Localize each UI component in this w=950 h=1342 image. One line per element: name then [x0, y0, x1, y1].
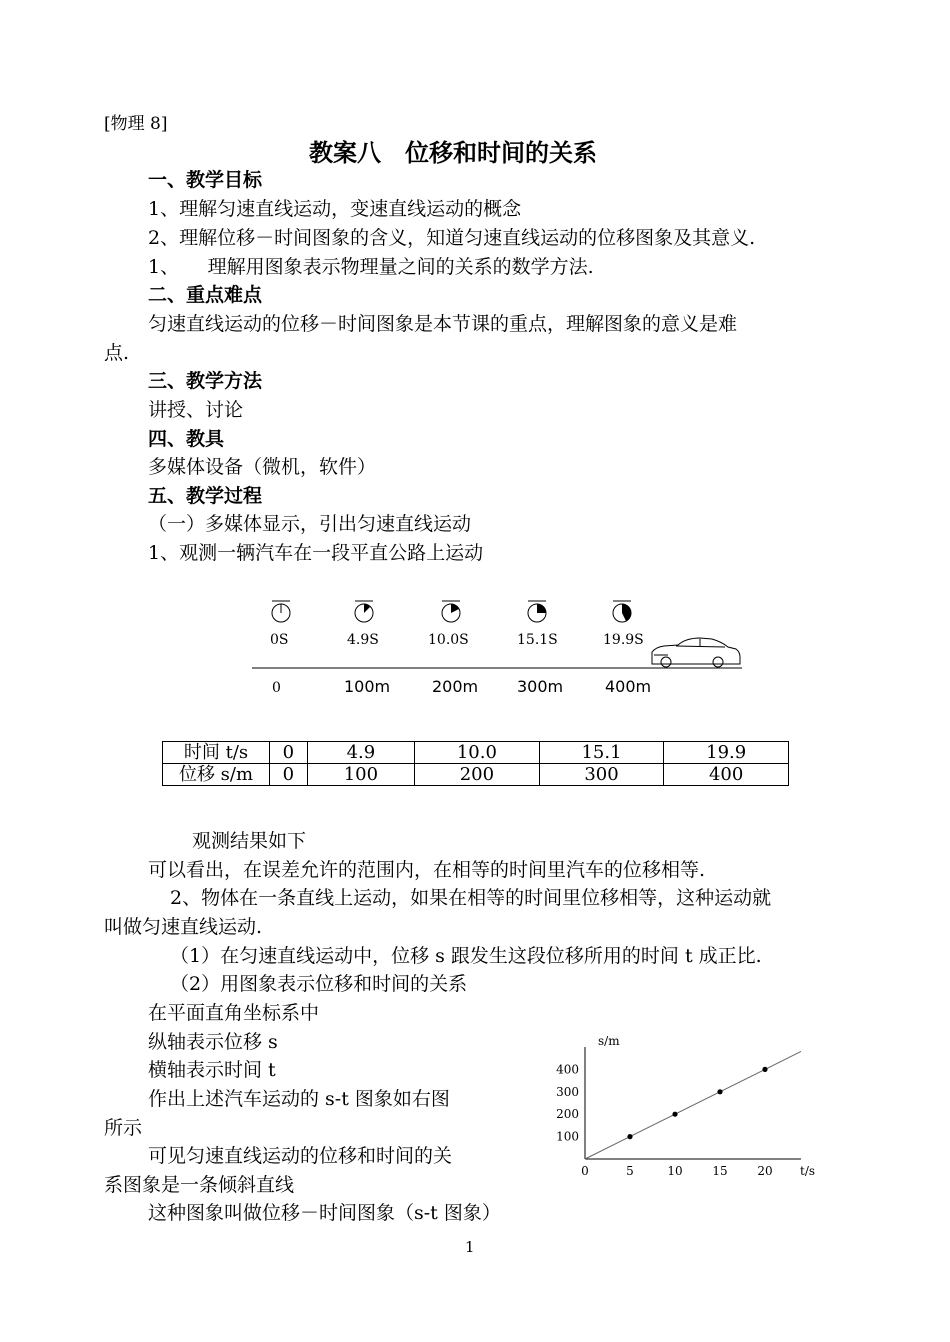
paragraph-4: （2）用图象表示位移和时间的关系 [170, 973, 468, 995]
data-point [717, 1089, 722, 1094]
table-cell: 0 [270, 764, 308, 786]
table-cell: 300 [539, 764, 664, 786]
page-number: 1 [465, 1238, 475, 1256]
table-cell: 时间 t/s [163, 742, 270, 764]
table-cell: 0 [270, 742, 308, 764]
objective-item-1: 1、理解匀速直线运动，变速直线运动的概念 [148, 198, 522, 220]
table-cell: 19.9 [664, 742, 789, 764]
data-point [672, 1112, 677, 1117]
paragraph-7: 横轴表示时间 t [148, 1059, 276, 1081]
clock-time-2: 10.0S [428, 632, 469, 648]
process-subheading-1: （一）多媒体显示，引出匀速直线运动 [148, 513, 472, 535]
paragraph-6: 纵轴表示位移 s [148, 1031, 278, 1053]
series-line [585, 1051, 801, 1159]
clock-time-4: 19.9S [603, 632, 644, 648]
table-cell: 4.9 [307, 742, 414, 764]
paragraph-8-line-1: 作出上述汽车运动的 s-t 图象如右图 [148, 1088, 450, 1110]
paragraph-3: （1）在匀速直线运动中，位移 s 跟发生这段位移所用的时间 t 成正比. [170, 945, 762, 967]
paragraph-5: 在平面直角坐标系中 [148, 1002, 320, 1024]
header-tag: [物理 8] [104, 114, 168, 134]
y-tick-label: 100 [556, 1129, 579, 1144]
x-tick-label: 5 [626, 1164, 634, 1178]
table-cell: 400 [664, 764, 789, 786]
distance-label-3: 300m [517, 677, 564, 696]
keypoint-line-2: 点. [104, 342, 130, 364]
y-tick-label: 300 [556, 1084, 579, 1099]
keypoint-line-1: 匀速直线运动的位移－时间图象是本节课的重点，理解图象的意义是难 [148, 313, 738, 335]
clock-time-0: 0S [270, 632, 289, 648]
page-title: 教案八 位移和时间的关系 [309, 139, 597, 167]
x-axis-label: t/s [800, 1164, 816, 1178]
clock-time-3: 15.1S [517, 632, 558, 648]
table-cell: 15.1 [539, 742, 664, 764]
section-heading-3: 三、教学方法 [148, 370, 263, 392]
distance-label-1: 100m [344, 677, 391, 696]
method-text: 讲授、讨论 [148, 399, 244, 421]
y-axis-label: s/m [598, 1034, 620, 1048]
x-tick-label: 15 [712, 1164, 728, 1178]
distance-label-4: 400m [605, 677, 652, 696]
tools-text: 多媒体设备（微机，软件） [148, 456, 377, 478]
data-point [627, 1134, 632, 1139]
table-cell: 200 [415, 764, 540, 786]
data-point [762, 1067, 767, 1072]
paragraph-2-line-1: 2、物体在一条直线上运动，如果在相等的时间里位移相等，这种运动就 [170, 887, 772, 909]
objective-item-3: 1、 理解用图象表示物理量之间的关系的数学方法. [148, 256, 594, 278]
paragraph-1: 可以看出，在误差允许的范围内，在相等的时间里汽车的位移相等. [148, 859, 706, 881]
paragraph-10: 这种图象叫做位移－时间图象（s-t 图象） [148, 1202, 501, 1224]
y-tick-label: 200 [556, 1107, 579, 1122]
section-heading-4: 四、教具 [148, 428, 225, 450]
x-tick-label: 10 [667, 1164, 683, 1178]
x-tick-label: 20 [757, 1164, 773, 1178]
clock-time-1: 4.9S [347, 632, 379, 648]
observation-label: 观测结果如下 [192, 830, 307, 852]
section-heading-5: 五、教学过程 [148, 485, 263, 507]
paragraph-8-line-2: 所示 [104, 1117, 143, 1139]
paragraph-2-line-2: 叫做匀速直线运动. [104, 916, 263, 938]
table-cell: 100 [307, 764, 414, 786]
section-heading-2: 二、重点难点 [148, 284, 263, 306]
paragraph-9-line-1: 可见匀速直线运动的位移和时间的关 [148, 1145, 453, 1167]
section-heading-1: 一、教学目标 [148, 169, 263, 191]
y-tick-label: 400 [556, 1062, 579, 1077]
x-tick-label: 0 [581, 1164, 589, 1178]
objective-item-2: 2、理解位移－时间图象的含义，知道匀速直线运动的位移图象及其意义. [148, 227, 756, 249]
process-item-1: 1、观测一辆汽车在一段平直公路上运动 [148, 542, 484, 564]
table-cell: 位移 s/m [163, 764, 270, 786]
table-cell: 10.0 [415, 742, 540, 764]
paragraph-9-line-2: 系图象是一条倾斜直线 [104, 1174, 295, 1196]
distance-label-2: 200m [432, 677, 479, 696]
distance-label-0: 0 [272, 680, 281, 696]
